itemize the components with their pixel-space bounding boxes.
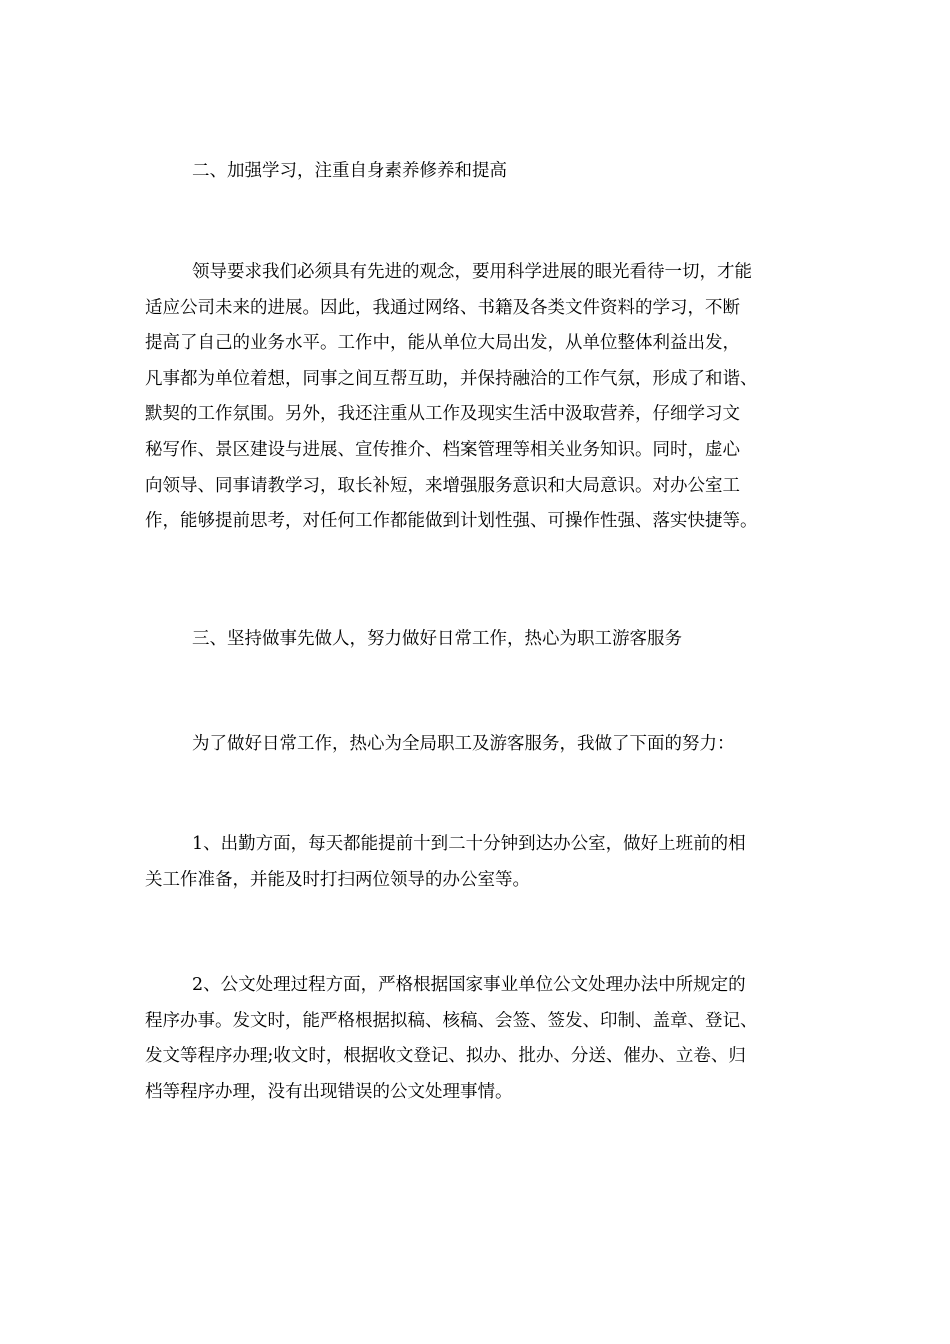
- paragraph-line: 秘写作、景区建设与进展、宣传推介、档案管理等相关业务知识。同时，虚心: [145, 439, 740, 460]
- section-2-heading: 二、加强学习，注重自身素养修养和提高: [192, 161, 507, 181]
- paragraph-line: 适应公司未来的进展。因此，我通过网络、书籍及各类文件资料的学习，不断: [145, 297, 740, 318]
- paragraph-line: 作，能够提前思考，对任何工作都能做到计划性强、可操作性强、落实快捷等。: [145, 511, 758, 532]
- paragraph-line: 领导要求我们必须具有先进的观念，要用科学进展的眼光看待一切，才能: [192, 262, 752, 282]
- paragraph-line: 关工作准备，并能及时打扫两位领导的办公室等。: [145, 869, 530, 890]
- paragraph-line: 程序办事。发文时，能严格根据拟稿、核稿、会签、签发、印制、盖章、登记、: [145, 1010, 758, 1031]
- paragraph-line: 默契的工作氛围。另外，我还注重从工作及现实生活中汲取营养，仔细学习文: [145, 404, 740, 425]
- item-2-paragraph: [145, 968, 805, 1110]
- paragraph-line: 向领导、同事请教学习，取长补短，来增强服务意识和大局意识。对办公室工: [145, 475, 740, 496]
- paragraph-line: 2、公文处理过程方面，严格根据国家事业单位公文处理办法中所规定的: [192, 975, 746, 995]
- paragraph-line: 提高了自己的业务水平。工作中，能从单位大局出发，从单位整体利益出发，: [145, 333, 740, 354]
- paragraph-line: 档等程序办理，没有出现错误的公文处理事情。: [145, 1081, 513, 1102]
- paragraph-line: 1、出勤方面，每天都能提前十到二十分钟到达办公室，做好上班前的相: [192, 834, 746, 854]
- item-1-paragraph: [145, 827, 805, 898]
- section-3-intro: 为了做好日常工作，热心为全局职工及游客服务，我做了下面的努力：: [192, 734, 735, 754]
- paragraph-line: 凡事都为单位着想，同事之间互帮互助，并保持融洽的工作气氛，形成了和谐、: [145, 368, 758, 389]
- section-3-heading: 三、坚持做事先做人，努力做好日常工作，热心为职工游客服务: [192, 629, 682, 649]
- paragraph-line: 发文等程序办理;收文时，根据收文登记、拟办、批办、分送、催办、立卷、归: [145, 1046, 746, 1067]
- section-2-paragraph: [145, 255, 805, 540]
